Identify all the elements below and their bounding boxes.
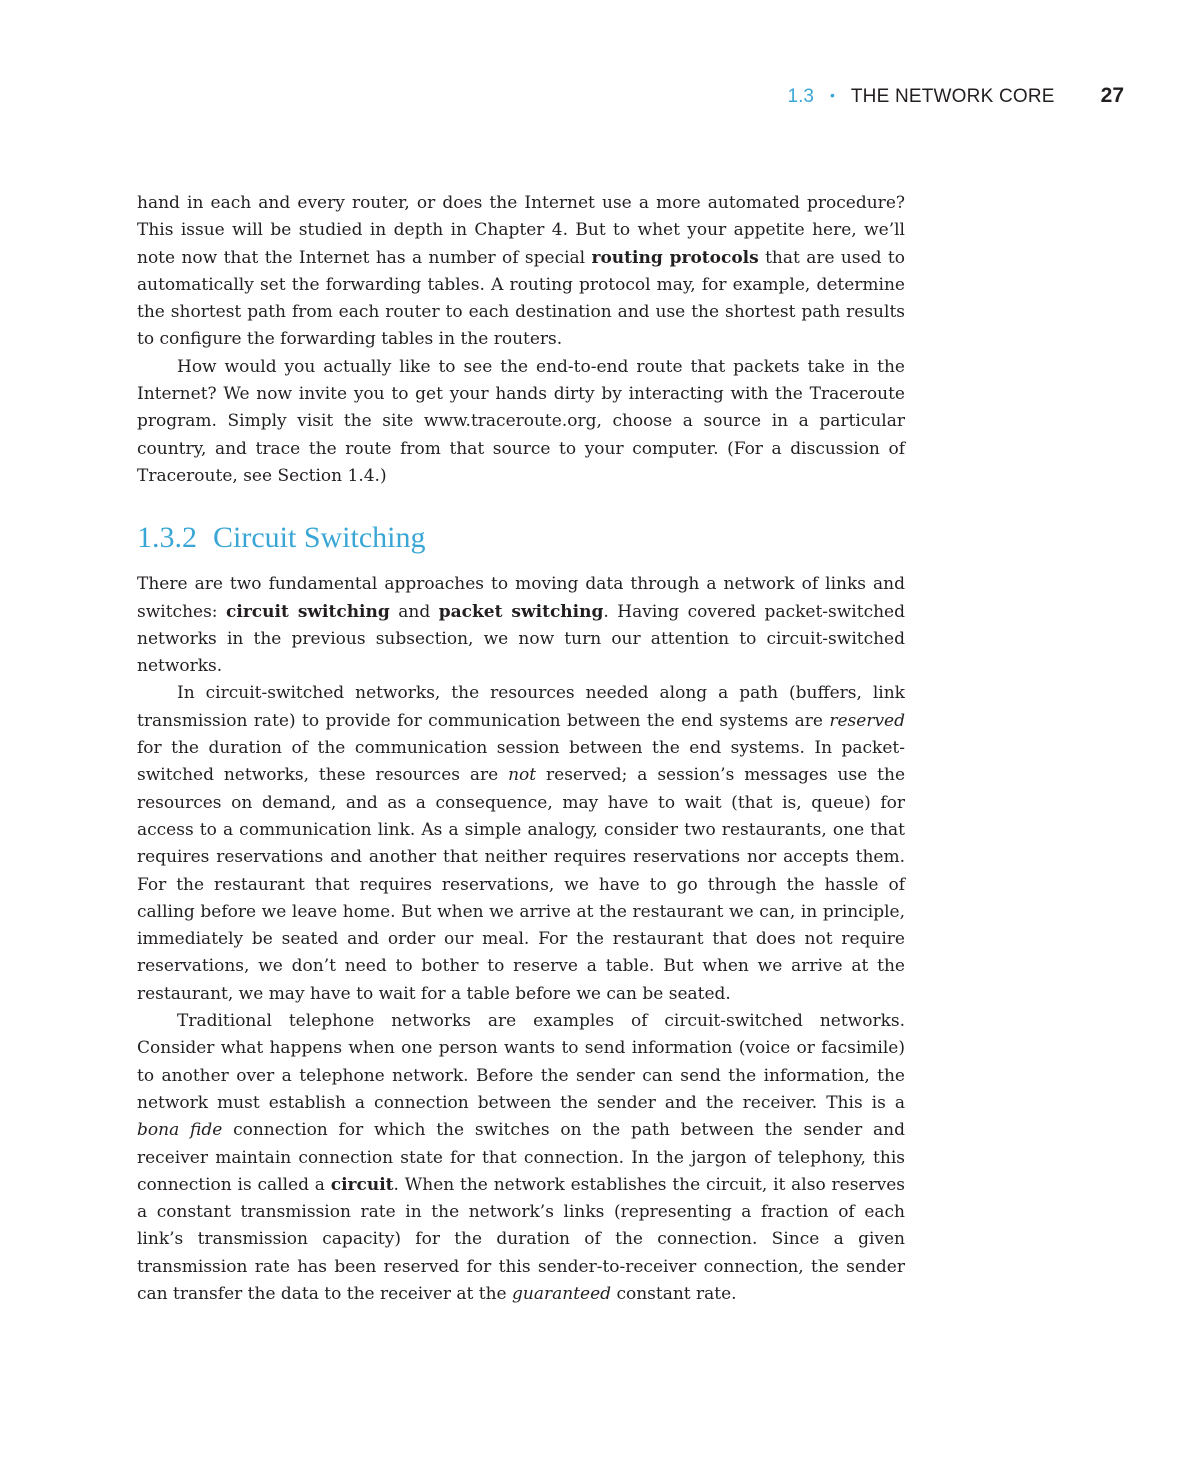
body-text (137, 190, 905, 1308)
paragraph-routing-protocols (137, 190, 905, 354)
running-head (788, 84, 1124, 108)
term-routing-protocols: routing protocols (591, 247, 759, 268)
running-head-section-number: 1.3 (787, 86, 814, 107)
para1-text-a: hand in each and every router, or does the Internet use a more automated procedure? This issue will be studied in depth in Chapter 4. But to whet your appetite here, we’ll note now that the Internet has a number of special (137, 193, 905, 268)
para1-text-b: that are used to automatically set the forwarding tables. A routing protocol may, for example, determine the shortest path from each router to each destination and use the shortest path results to configure the forwarding tables in the routers. (137, 247, 905, 350)
para4-text-a: In circuit-switched networks, the resources needed along a path (buffers, link transmission rate) to provide for communication between the end systems are (137, 683, 905, 731)
para4-text-c: reserved; a session’s messages use the resources on demand, and as a consequence, may have to wait (that is, queue) for access to a communication link. As a simple analogy, consider two restaurants, one that requires reservations and another that neither requires reservations nor accepts them. For the restaurant that requires reservations, we have to go through the hassle of calling before we leave home. But when we arrive at the restaurant we can, in principle, immediately be seated and order our meal. For the restaurant that does not require reservations, we don’t need to bother to reserve a table. But when we arrive at the restaurant, we may have to wait for a table before we can be seated. (137, 765, 905, 1004)
paragraph-two-approaches (137, 571, 905, 680)
para3-text-b: and (389, 601, 439, 622)
para3-text-c: . Having covered packet-switched networks in the previous subsection, we now turn our attention to circuit-switched networks. (137, 601, 905, 677)
para5-text-a: Traditional telephone networks are examples of circuit-switched networks. Consider what happens when one person wants to send information (voice or facsimile) to another over a telephone network. Before the sender can send the information, the network must establish a connection between the sender and the receiver. This is a (137, 1011, 905, 1113)
emphasis-not: not (508, 765, 537, 786)
running-head-bullet: • (829, 87, 835, 103)
para5-text-b: connection for which the switches on the path between the sender and receiver maintain connection state for that connection. In the jargon of telephony, this connection is called a (137, 1120, 905, 1195)
emphasis-bona-fide: bona fide (137, 1120, 223, 1141)
section-heading (137, 520, 905, 556)
section-title: Circuit Switching (213, 521, 426, 555)
paragraph-telephone-networks (137, 1008, 905, 1308)
paragraph-traceroute: How would you actually like to see the end-to-end route that packets take in the Internet? We now invite you to get your hands dirty by interacting with the Traceroute program. Simply visit the site www.traceroute.org, choose a source in a particular country, and trace the route from that source to your computer. (For a discussion of Traceroute, see Section 1.4.) (137, 356, 905, 486)
term-circuit: circuit (330, 1174, 394, 1195)
term-packet-switching: packet switching (438, 601, 604, 622)
page-number: 27 (1100, 84, 1124, 107)
para4-text-b: for the duration of the communication session between the end systems. In packet-switched networks, these resources are (137, 738, 905, 786)
para5-text-d: constant rate. (611, 1283, 737, 1304)
emphasis-guaranteed: guaranteed (512, 1283, 612, 1304)
running-head-title: THE NETWORK CORE (850, 86, 1055, 107)
term-circuit-switching: circuit switching (226, 601, 390, 622)
emphasis-reserved: reserved (829, 710, 905, 731)
para3-text-a: There are two fundamental approaches to moving data through a network of links and switches: (137, 574, 905, 622)
section-number: 1.3.2 (137, 521, 197, 555)
paragraph-reserved-resources (137, 680, 905, 1008)
para5-text-c: . When the network establishes the circuit, it also reserves a constant transmission rate in the network’s links (representing a fraction of each link’s transmission capacity) for the duration of the connection. Since a given transmission rate has been reserved for this sender-to-receiver connection, the sender can transfer the data to the receiver at the (137, 1174, 905, 1304)
